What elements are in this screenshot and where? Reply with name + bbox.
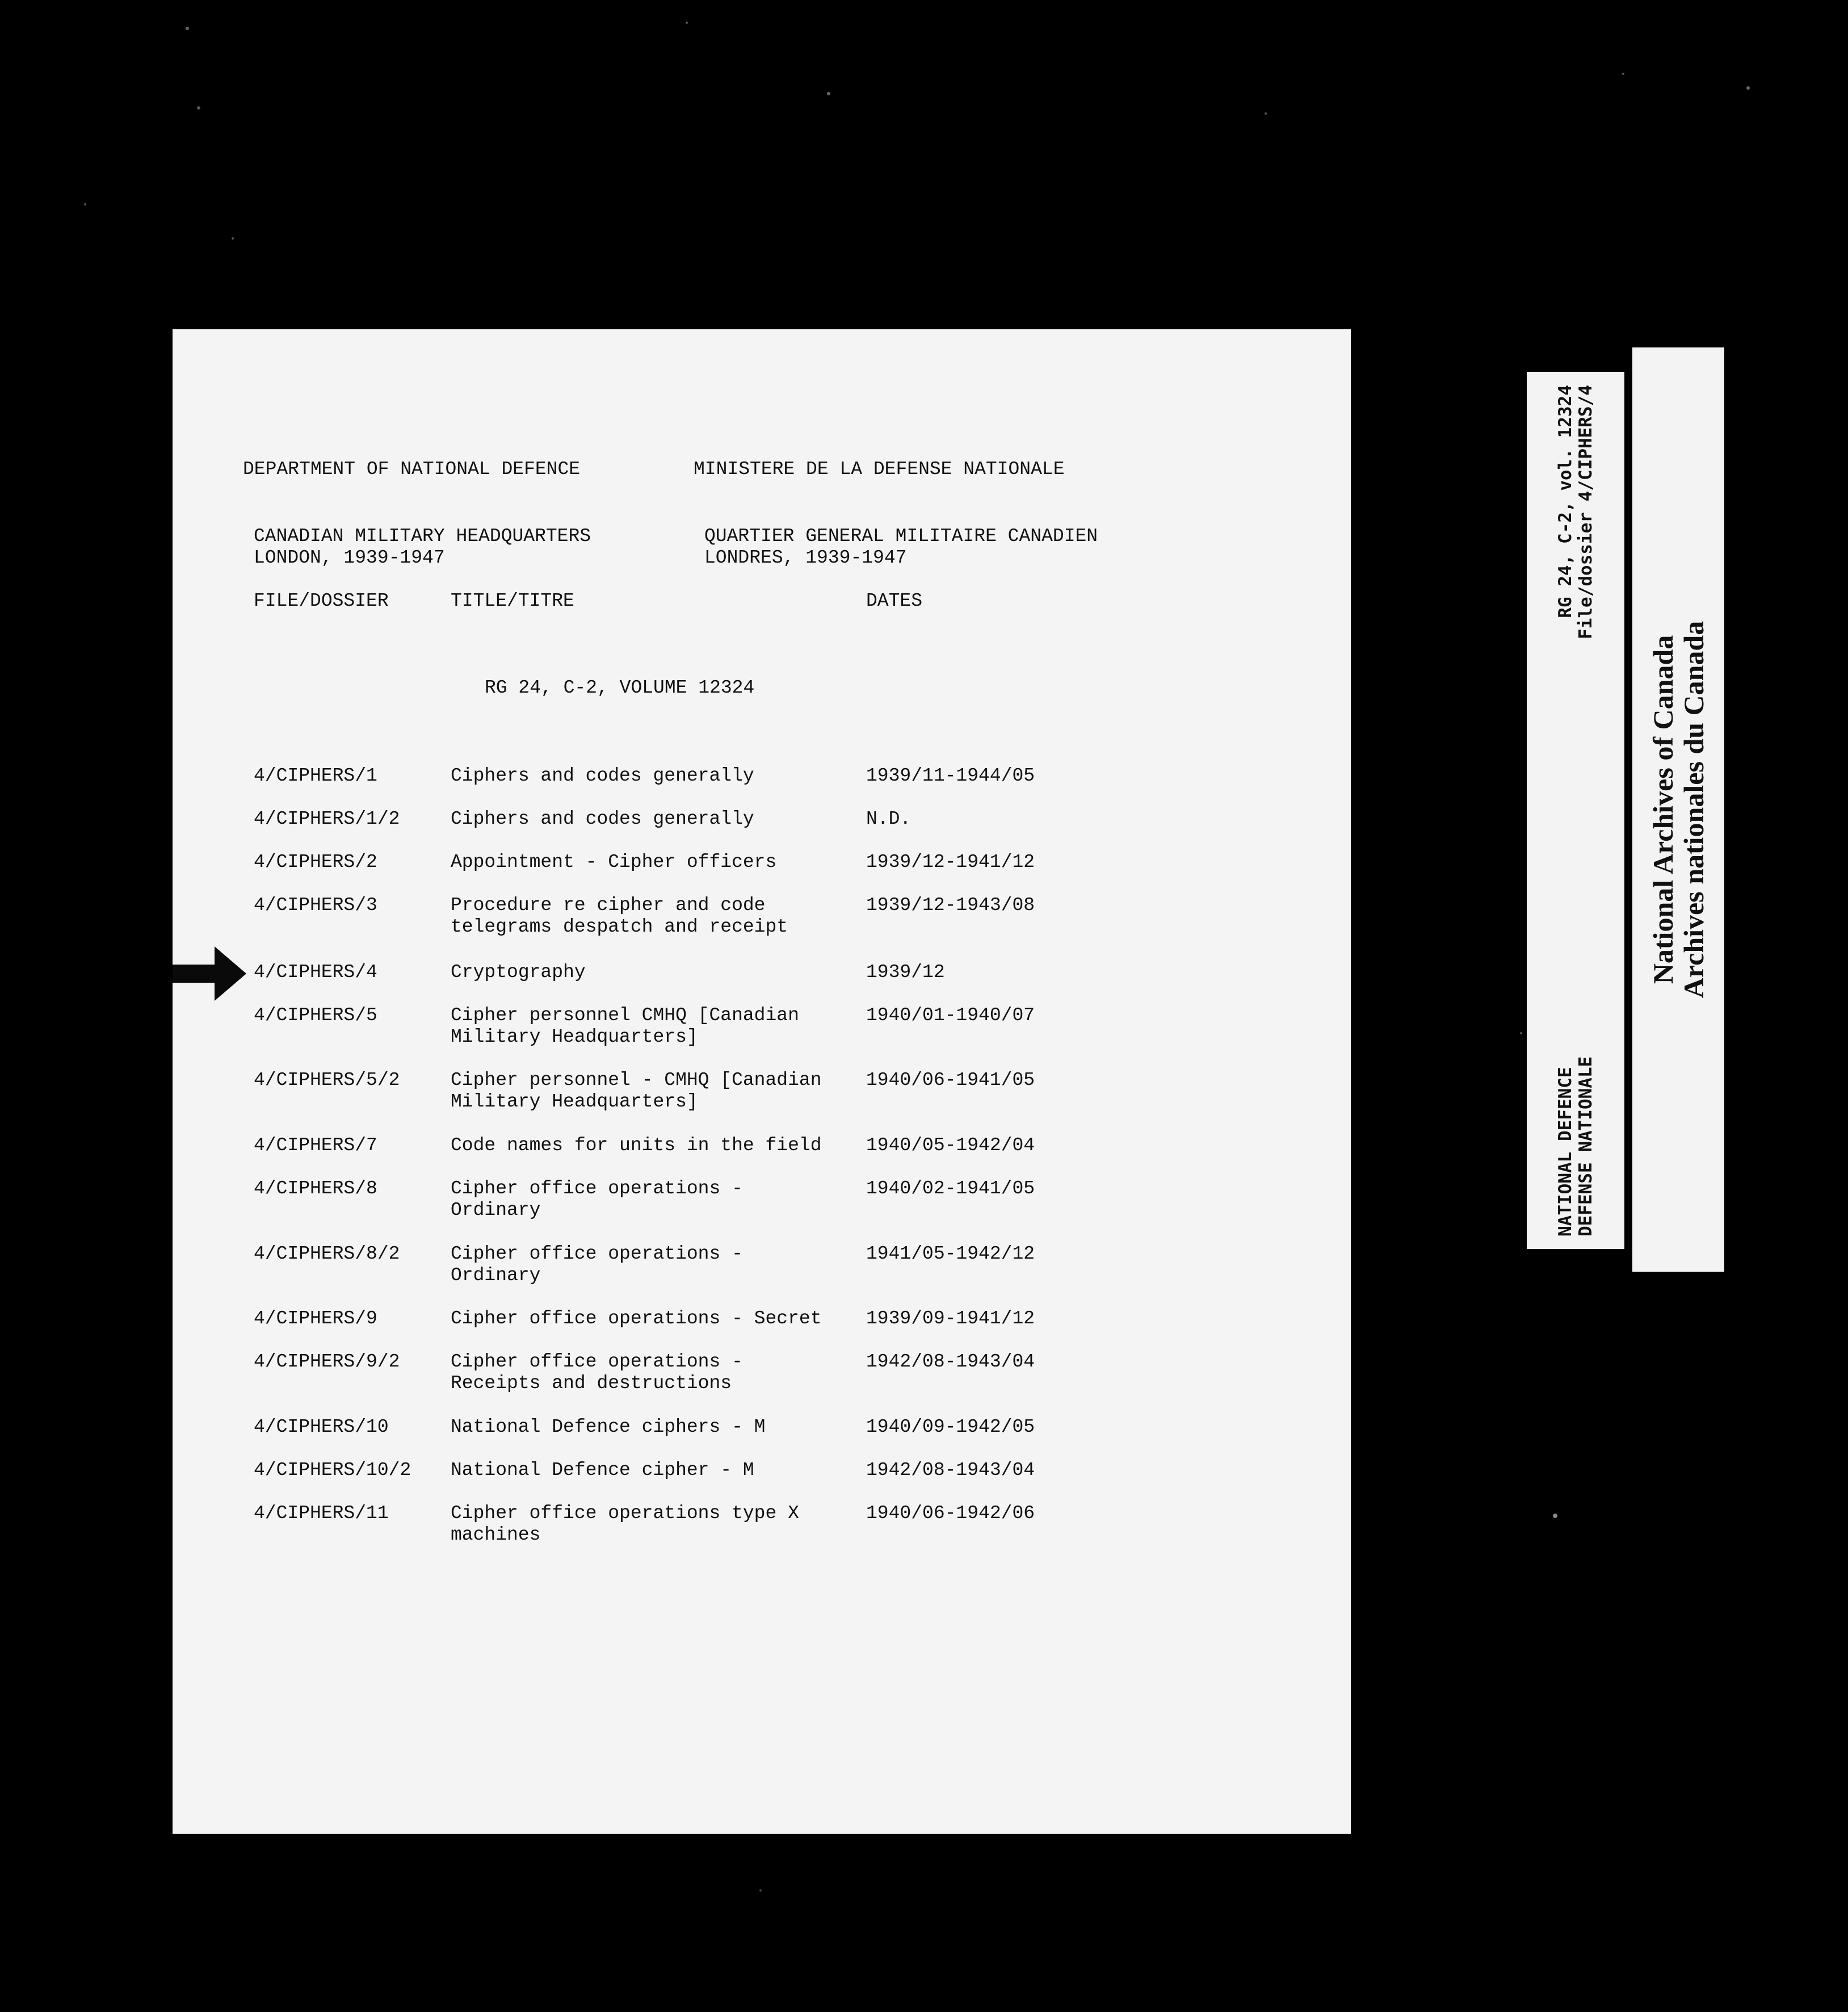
row-title-line: Procedure re cipher and code [451,895,766,916]
row-title-line: Military Headquarters] [451,1026,698,1047]
row-dates: 1940/06-1942/06 [866,1503,1035,1524]
row-file-id: 4/CIPHERS/5/2 [254,1070,400,1091]
row-title-line: Cipher personnel - CMHQ [Canadian [451,1070,822,1091]
row-file-id: 4/CIPHERS/8/2 [254,1243,400,1264]
hq-fr-line2: LONDRES, 1939-1947 [704,547,907,568]
row-title-line: Military Headquarters] [451,1091,698,1112]
row-title-line: Cipher office operations - Secret [451,1308,822,1329]
row-title-line: Appointment - Cipher officers [451,852,777,873]
dept-label-line1: NATIONAL DEFENCE [1555,1066,1576,1236]
row-title-line: National Defence ciphers - M [451,1416,766,1437]
row-title-line: Ordinary [451,1200,541,1221]
row-title-line: Receipts and destructions [451,1373,732,1394]
row-dates: 1940/05-1942/04 [866,1135,1035,1156]
row-title-line: Cipher office operations - [451,1351,743,1372]
hq-en-line2: LONDON, 1939-1947 [254,547,445,568]
row-title-line: Code names for units in the field [451,1135,822,1156]
row-file-id: 4/CIPHERS/11 [254,1503,389,1524]
row-file-id: 4/CIPHERS/10 [254,1416,389,1437]
row-dates: 1940/01-1940/07 [866,1005,1035,1026]
row-dates: 1942/08-1943/04 [866,1351,1035,1372]
row-file-id: 4/CIPHERS/8 [254,1178,377,1199]
row-dates: N.D. [866,808,912,829]
row-file-id: 4/CIPHERS/3 [254,895,377,916]
row-dates: 1939/12-1943/08 [866,895,1035,916]
ref-label-line2: File/dossier 4/CIPHERS/4 [1576,384,1596,639]
archives-line2: Archives nationales du Canada [1678,621,1710,999]
row-title-line: Ciphers and codes generally [451,765,754,786]
row-title-line: Cipher personnel CMHQ [Canadian [451,1005,799,1026]
row-title-line: National Defence cipher - M [451,1460,754,1481]
dept-en: DEPARTMENT OF NATIONAL DEFENCE [243,459,581,480]
row-file-id: 4/CIPHERS/5 [254,1005,377,1026]
row-file-id: 4/CIPHERS/9/2 [254,1351,400,1372]
column-header-file: FILE/DOSSIER [254,590,389,611]
row-dates: 1939/12-1941/12 [866,852,1035,873]
column-header-title: TITLE/TITRE [451,590,574,611]
volume-heading: RG 24, C-2, VOLUME 12324 [485,677,755,698]
ref-label-line1: RG 24, C-2, vol. 12324 [1555,384,1576,618]
row-title-line: Cipher office operations - [451,1178,743,1199]
row-dates: 1940/06-1941/05 [866,1070,1035,1091]
row-dates: 1940/02-1941/05 [866,1178,1035,1199]
hq-en-line1: CANADIAN MILITARY HEADQUARTERS [254,526,591,547]
row-dates: 1939/09-1941/12 [866,1308,1035,1329]
row-title-line: Ordinary [451,1265,541,1286]
row-title-line: Cipher office operations - [451,1243,743,1264]
row-dates: 1942/08-1943/04 [866,1460,1035,1481]
row-title-line: telegrams despatch and receipt [451,916,788,937]
row-dates: 1940/09-1942/05 [866,1416,1035,1437]
row-file-id: 4/CIPHERS/10/2 [254,1460,411,1481]
archives-line1: National Archives of Canada [1647,635,1679,984]
row-title-line: Cryptography [451,962,586,983]
dept-fr: MINISTERE DE LA DEFENSE NATIONALE [694,459,1065,480]
row-dates: 1939/12 [866,962,945,983]
row-file-id: 4/CIPHERS/2 [254,852,377,873]
row-file-id: 4/CIPHERS/7 [254,1135,377,1156]
row-dates: 1941/05-1942/12 [866,1243,1035,1264]
row-dates: 1939/11-1944/05 [866,765,1035,786]
hq-fr-line1: QUARTIER GENERAL MILITAIRE CANADIEN [704,526,1098,547]
row-title-line: Ciphers and codes generally [451,808,754,829]
row-title-line: machines [451,1524,541,1545]
row-file-id: 4/CIPHERS/1/2 [254,808,400,829]
row-file-id: 4/CIPHERS/4 [254,962,377,983]
column-header-dates: DATES [866,590,923,611]
row-title-line: Cipher office operations type X [451,1503,799,1524]
row-file-id: 4/CIPHERS/1 [254,765,377,786]
dept-label-line2: DEFENSE NATIONALE [1576,1056,1596,1236]
row-file-id: 4/CIPHERS/9 [254,1308,377,1329]
